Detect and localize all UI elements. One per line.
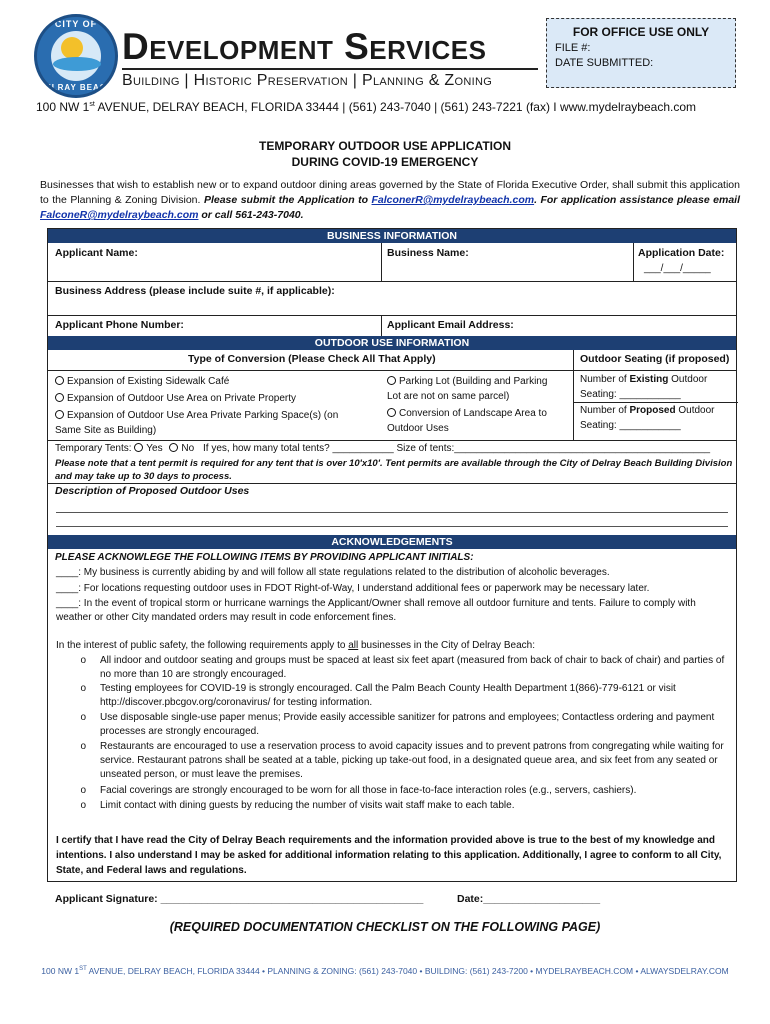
- list-item: [56, 784, 732, 799]
- list-item: [56, 682, 732, 711]
- requirement-text: Testing employees for COVID-19 is strongly encouraged. Call the Palm Beach County Health Department 1(866)-779-6121 or visit http://discover.pbcgov.org/coronavirus/ for testing information.: [100, 683, 676, 708]
- form-title-line1: TEMPORARY OUTDOOR USE APPLICATION: [258, 139, 511, 153]
- certification-statement: I certify that I have read the City of Delray Beach requirements and the information provided above is true to the best of my knowledge and intentions. I also understand I may be asked for additional information relating to this application. Additionally, I agree to conform to all City, State, and Federal laws and regulations.: [56, 835, 722, 876]
- radio-icon[interactable]: [55, 393, 64, 402]
- intro-paragraph: [40, 178, 740, 223]
- city-seal-logo: [34, 14, 118, 98]
- wave-icon: [53, 57, 101, 71]
- public-safety-pre: In the interest of public safety, the following requirements apply to: [56, 640, 349, 651]
- ack-instruction: PLEASE ACKNOWLEGE THE FOLLOWING ITEMS BY PROVIDING APPLICANT INITIALS:: [55, 552, 474, 563]
- list-item: [56, 654, 732, 682]
- intro-text: Businesses that wish to establish new or to expand outdoor dining areas governed by the State of Florida Executive Order, shall submit this application to the Planning & Zoning Division.: [40, 179, 740, 206]
- department-subtitle: Building | Historic Preservation | Planning & Zoning: [122, 72, 493, 89]
- radio-icon[interactable]: [55, 376, 64, 385]
- public-safety-intro: [56, 639, 732, 653]
- requirement-text: Use disposable single-use paper menus; Provide easily accessible sanitizer for patrons and employees; Contactless ordering and payment processes are strongly encouraged.: [100, 712, 715, 737]
- seating-label: Outdoor Seating: ___________: [580, 374, 708, 400]
- option-private-property[interactable]: [55, 391, 375, 406]
- email-label[interactable]: Applicant Email Address:: [387, 319, 514, 331]
- signature-date-field[interactable]: Date:____________________: [457, 893, 601, 905]
- radio-icon[interactable]: [55, 410, 64, 419]
- tents-yes-label: Yes: [146, 443, 163, 454]
- requirement-text: Facial coverings are strongly encouraged to be worn for all those in face-to-face interaction roles (e.g., servers, cashiers).: [100, 785, 637, 796]
- option-existing-cafe[interactable]: [55, 374, 375, 389]
- proposed-seating-field[interactable]: [580, 403, 730, 433]
- radio-icon[interactable]: [387, 376, 396, 385]
- office-use-box: [546, 18, 736, 88]
- tent-permit-note: Please note that a tent permit is required for any tent that is over 10'x10'. Tent permits are available through the City of Delray Beach Building Division and may take up to 30 days to process.: [55, 458, 733, 482]
- requirement-text: Limit contact with dining guests by reducing the number of visits wait staff make to each table.: [100, 800, 515, 811]
- outdoor-seating-header: Outdoor Seating (if proposed): [580, 353, 730, 365]
- description-line[interactable]: [56, 512, 728, 513]
- logo-text-bottom: DELRAY BEACH: [38, 83, 114, 92]
- footer-sup: ST: [79, 966, 87, 973]
- list-item: [56, 711, 732, 740]
- bullet-icon: o: [80, 800, 86, 811]
- row-divider: [48, 315, 736, 316]
- tents-label: Temporary Tents:: [55, 443, 132, 454]
- business-name-label[interactable]: Business Name:: [387, 247, 469, 259]
- address-sup: st: [89, 101, 95, 108]
- business-address-label[interactable]: Business Address (please include suite #, if applicable):: [55, 285, 335, 297]
- divider: [573, 350, 574, 440]
- requirement-text: All indoor and outdoor seating and groups must be spaced at least six feet apart (measured from back of chair to back of chair) and parties of no more than 10 are strongly encouraged.: [100, 655, 725, 680]
- row-divider: [48, 281, 736, 282]
- ack-item[interactable]: ____: My business is currently abiding by and will follow all state regulations related to the distribution of alcoholic beverages.: [56, 567, 610, 578]
- option-label: Expansion of Outdoor Use Area Private Parking Space(s) (on Same Site as Building): [55, 410, 339, 436]
- row-divider: [48, 483, 736, 484]
- sun-icon: [61, 37, 83, 59]
- description-line[interactable]: [56, 526, 728, 527]
- header-address: [36, 100, 696, 114]
- ack-item[interactable]: ____: For locations requesting outdoor uses in FDOT Right-of-Way, I understand additional fees or paperwork may be necessary later.: [56, 583, 650, 594]
- option-private-parking[interactable]: [55, 408, 355, 438]
- form-title-line2: DURING COVID-19 EMERGENCY: [291, 155, 479, 169]
- intro-assist: . For application assistance please email: [534, 194, 741, 206]
- divider: [381, 243, 382, 281]
- list-item: [56, 799, 732, 814]
- seating-existing-bold: Existing: [629, 374, 669, 385]
- title-divider: [122, 68, 538, 70]
- type-conversion-header: Type of Conversion (Please Check All That Apply): [188, 353, 436, 365]
- footer-post: AVENUE, DELRAY BEACH, FLORIDA 33444 • PLANNING & ZONING: (561) 243-7040 • BUILDING: (561) 243-7200 • MYDELRAYBEACH.COM • ALWAYSDELRAY.COM: [86, 966, 729, 976]
- tents-no-radio[interactable]: [169, 443, 178, 452]
- bullet-icon: o: [80, 655, 86, 666]
- description-label: Description of Proposed Outdoor Uses: [55, 485, 250, 497]
- applicant-name-label[interactable]: Applicant Name:: [55, 247, 138, 259]
- radio-icon[interactable]: [387, 408, 396, 417]
- tents-count-size[interactable]: If yes, how many total tents? ___________ Size of tents:______________________________________________: [202, 443, 711, 454]
- bullet-icon: o: [80, 683, 86, 694]
- ack-item[interactable]: ____: In the event of tropical storm or hurricane warnings the Applicant/Owner shall remove all outdoor furniture and tents. Failure to comply with weather or other City mandated orders may result in code enforcement fines.: [56, 598, 696, 623]
- requirement-text: Restaurants are encouraged to use a reservation process to avoid capacity issues and to prevent patrons from congregating while waiting for service. Restaurant patrons shall be seated at a table, picking up take-out food, in a designated queue area, and six feet from any seated or unseated person, or must leave the premises.: [100, 741, 724, 780]
- address-pre: 100 NW 1: [36, 100, 90, 114]
- list-item: [56, 740, 732, 784]
- requirements-list: [56, 654, 732, 814]
- seating-proposed-bold: Proposed: [629, 405, 676, 416]
- application-form: [47, 228, 737, 882]
- seating-label: Number of: [580, 374, 627, 385]
- office-use-title: FOR OFFICE USE ONLY: [572, 25, 710, 39]
- date-submitted-label: DATE SUBMITTED:: [555, 57, 654, 69]
- email-link-2[interactable]: FalconeR@mydelraybeach.com: [40, 209, 199, 221]
- email-link[interactable]: FalconerR@mydelraybeach.com: [371, 194, 535, 206]
- address-post: AVENUE, DELRAY BEACH, FLORIDA 33444 | (561) 243-7040 | (561) 243-7221 (fax) I www.mydelraybeach.com: [94, 100, 696, 114]
- existing-seating-field[interactable]: [580, 372, 730, 402]
- footer-pre: 100 NW 1: [41, 966, 80, 976]
- divider: [633, 243, 634, 281]
- bullet-icon: o: [80, 712, 86, 723]
- public-safety-all: all: [348, 640, 359, 651]
- intro-submit: Please submit the Application to: [203, 194, 369, 206]
- phone-label[interactable]: Applicant Phone Number:: [55, 319, 184, 331]
- option-label: Expansion of Existing Sidewalk Café: [67, 376, 230, 387]
- outdoor-use-header: OUTDOOR USE INFORMATION: [48, 336, 736, 350]
- checklist-note: (REQUIRED DOCUMENTATION CHECKLIST ON THE FOLLOWING PAGE): [169, 920, 601, 934]
- seating-label: Outdoor Seating: ___________: [580, 405, 715, 431]
- bullet-icon: o: [80, 741, 86, 752]
- divider: [381, 315, 382, 336]
- option-parking-lot[interactable]: [387, 374, 562, 404]
- business-info-header: BUSINESS INFORMATION: [48, 229, 736, 243]
- application-date-blank[interactable]: ___/___/_____: [644, 263, 711, 274]
- option-landscape[interactable]: [387, 406, 562, 436]
- option-label: Parking Lot (Building and Parking Lot are not on same parcel): [387, 376, 548, 402]
- file-number-label: FILE #:: [555, 42, 591, 54]
- temporary-tents-row: [55, 441, 710, 456]
- public-safety-post: businesses in the City of Delray Beach:: [358, 640, 535, 651]
- application-date-label[interactable]: Application Date:: [638, 247, 725, 259]
- bullet-icon: o: [80, 785, 86, 796]
- page-footer: [0, 966, 770, 976]
- option-label: Conversion of Landscape Area to Outdoor Uses: [387, 408, 547, 434]
- intro-call: or call 561-243-7040.: [201, 209, 304, 221]
- applicant-signature-field[interactable]: Applicant Signature: _____________________________________________: [55, 893, 424, 905]
- tents-yes-radio[interactable]: [134, 443, 143, 452]
- row-divider: [48, 370, 736, 371]
- seating-label: Number of: [580, 405, 627, 416]
- department-title: Development Services: [122, 26, 487, 67]
- tents-no-label: No: [181, 443, 195, 454]
- logo-text-top: CITY OF: [54, 19, 98, 29]
- acknowledgements-header: ACKNOWLEDGEMENTS: [48, 535, 736, 549]
- option-label: Expansion of Outdoor Use Area on Private Property: [67, 393, 297, 404]
